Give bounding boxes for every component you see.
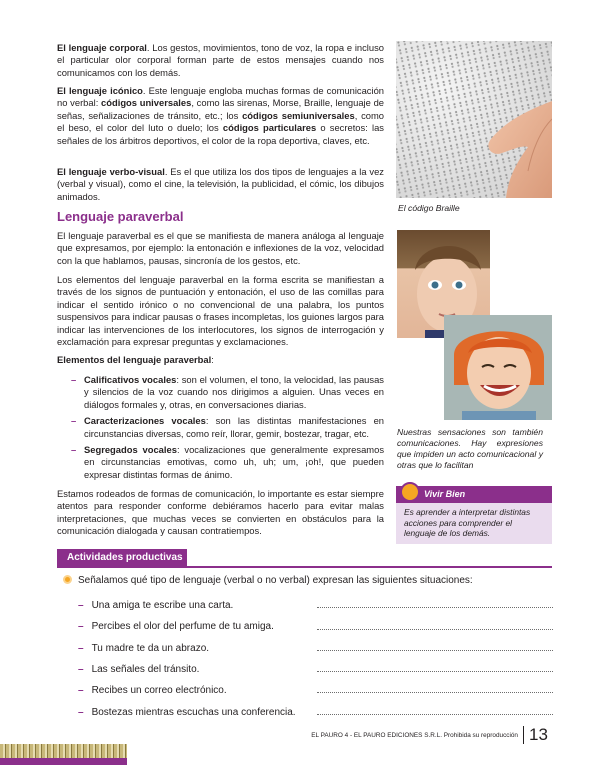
paragraph-paraverbal-1 [57, 230, 384, 267]
paraverbal-text-2: Los elementos del lenguaje paraverbal en la forma escrita se manifiestan a través de los signos de puntuación y entonación, el uso de las comillas para indicar el sentido irónico o no convencional de una palabra, los puntos suspensivos para indicar pausas o frases incompletas, los guiones largos para indicar las intervenciones de los interlocutores, los signos de interrogación y exclamación para expresar preguntas y exclamaciones. [57, 274, 384, 348]
smiling-girl-photo [444, 315, 552, 420]
elements-heading [57, 354, 384, 366]
list-item [57, 444, 384, 481]
paragraph-corporal [57, 42, 384, 79]
smiling-girl-image [444, 315, 552, 420]
list-item [57, 415, 384, 440]
answer-line[interactable] [317, 650, 553, 651]
term-codigos-semiuniversales: códigos semiuniversales [242, 109, 355, 121]
activity-item [78, 599, 233, 612]
text-iconico-1: . Este lenguaje engloba muchas formas de comunicación no verbal: [57, 85, 384, 109]
term-codigos-particulares: códigos particulares [222, 122, 317, 134]
item-text: : son el volumen, el tono, la velocidad, las pausas y silencios de la voz cuando nos dirigimos a alguien. Unas veces en diálogos formales y, otras, en conversaciones diarias. [84, 374, 384, 410]
activity-item [78, 706, 296, 719]
decorative-bar [0, 758, 127, 765]
dash-marker: – [78, 707, 84, 718]
vivir-bien-header [396, 486, 552, 503]
term-verbo-visual: El lenguaje verbo-visual [57, 166, 165, 177]
item-term: Caracterizaciones vocales [84, 415, 206, 427]
activity-text: Una amiga te escribe una carta. [91, 600, 234, 611]
bullet-icon [63, 575, 72, 584]
actividades-header [57, 549, 552, 567]
actividades-question [63, 574, 473, 587]
section-title: Lenguaje paraverbal [57, 209, 184, 224]
activity-text: Las señales del tránsito. [91, 664, 200, 675]
text-iconico-4: o secretos: las señales de los árbitros deportivos, el color de la ropa deportiva, claves, etc. [57, 122, 384, 146]
paragraph-paraverbal-3 [57, 488, 384, 538]
answer-line[interactable] [317, 714, 553, 715]
paragraph-iconico [57, 85, 384, 147]
actividades-rule [57, 566, 552, 568]
dash-marker: – [71, 444, 77, 456]
paragraph-verbo-visual [57, 166, 384, 203]
elements-heading-text: Elementos del lenguaje paraverbal [57, 354, 212, 365]
activity-item [78, 663, 199, 676]
dash-marker: – [78, 664, 84, 675]
dash-marker: – [78, 643, 84, 654]
text-verbo-visual: . Es el que utiliza los dos tipos de lenguajes a la vez (verbal y visual), como el cine, la televisión, la publicidad, el cómic, los dibujos animados. [57, 166, 384, 202]
activity-text: Percibes el olor del perfume de tu amiga. [91, 621, 274, 632]
activity-item [78, 684, 227, 697]
vivir-bien-text: Es aprender a interpretar distintas acciones para comprender el lenguaje de los demás. [404, 507, 531, 538]
activity-text: Recibes un correo electrónico. [91, 685, 227, 696]
activity-item [78, 620, 274, 633]
spiral-icon [400, 482, 420, 502]
activity-item [78, 642, 209, 655]
vivir-bien-title: Vivir Bien [424, 489, 466, 499]
page-number: 13 [523, 726, 548, 744]
actividades-title: Actividades productivas [57, 549, 187, 567]
item-text: : son las distintas manifestaciones en circunstancias diversas, como reír, llorar, gemir, bostezar, tragar, etc. [84, 415, 385, 439]
text-corporal: . Los gestos, movimientos, tono de voz, la ropa e incluso el particular olor corporal forman parte de estos mensajes cuando nos comunicamos con los demás. [57, 42, 385, 78]
question-text: Señalamos qué tipo de lenguaje (verbal o no verbal) expresan las siguientes situaciones: [78, 575, 473, 586]
paragraph-paraverbal-2 [57, 274, 384, 348]
braille-dots-image [396, 41, 552, 198]
answer-line[interactable] [317, 671, 553, 672]
footer-text: EL PAURO 4 - EL PAURO EDICIONES S.R.L. Prohibida su reproducción [311, 732, 518, 739]
dash-marker: – [78, 621, 84, 632]
elements-list [57, 374, 384, 485]
activity-text: Bostezas mientras escuchas una conferencia. [91, 707, 296, 718]
faces-caption: Nuestras sensaciones son también comunicaciones. Hay expresiones que impiden un acto comunicacional y otras que lo facilitan [397, 427, 543, 470]
paraverbal-text-1: El lenguaje paraverbal es el que se manifiesta de manera análoga al lenguaje que expresamos, por ejemplo: la entonación e inflexiones de la voz, velocidad con la que hablamos, pausas, sincronía de los gestos, etc. [57, 230, 384, 266]
dash-marker: – [71, 415, 77, 427]
answer-line[interactable] [317, 692, 553, 693]
text-iconico-2: , como las sirenas, Morse, Braille, lenguaje de señas, señalizaciones de tránsito, etc.; los [57, 97, 385, 121]
dash-marker: – [78, 685, 84, 696]
answer-line[interactable] [317, 629, 553, 630]
term-codigos-universales: códigos universales [101, 97, 192, 109]
vivir-bien-box [396, 486, 552, 544]
dash-marker: – [78, 600, 84, 611]
paraverbal-text-3: Estamos rodeados de formas de comunicación, lo importante es estar siempre atentos para responder conforme debiéramos hacerlo para evitar malas interpretaciones, que muchas veces se convierten en obstáculos para la comunicación dialogada y causan contratiempos. [57, 488, 384, 537]
dash-marker: – [71, 374, 77, 385]
activity-text: Tu madre te da un abrazo. [91, 643, 210, 654]
text-iconico-3: , como el beso, el color del luto o duelo; los [57, 109, 384, 134]
braille-caption: El código Braille [398, 203, 460, 213]
item-text: : vocalizaciones que generalmente expresamos en circunstancias emotivas, como uh, uh; um, ¡oh!, que pueden expresar distintas formas de ánimo. [84, 444, 385, 480]
item-term: Calificativos vocales [84, 374, 177, 385]
term-iconico: El lenguaje icónico [57, 85, 143, 96]
braille-photo [396, 41, 552, 198]
elements-heading-colon: : [211, 354, 214, 365]
item-term: Segregados vocales [84, 444, 177, 456]
list-item [57, 374, 384, 411]
answer-line[interactable] [317, 607, 553, 608]
term-corporal: El lenguaje corporal [57, 42, 147, 53]
